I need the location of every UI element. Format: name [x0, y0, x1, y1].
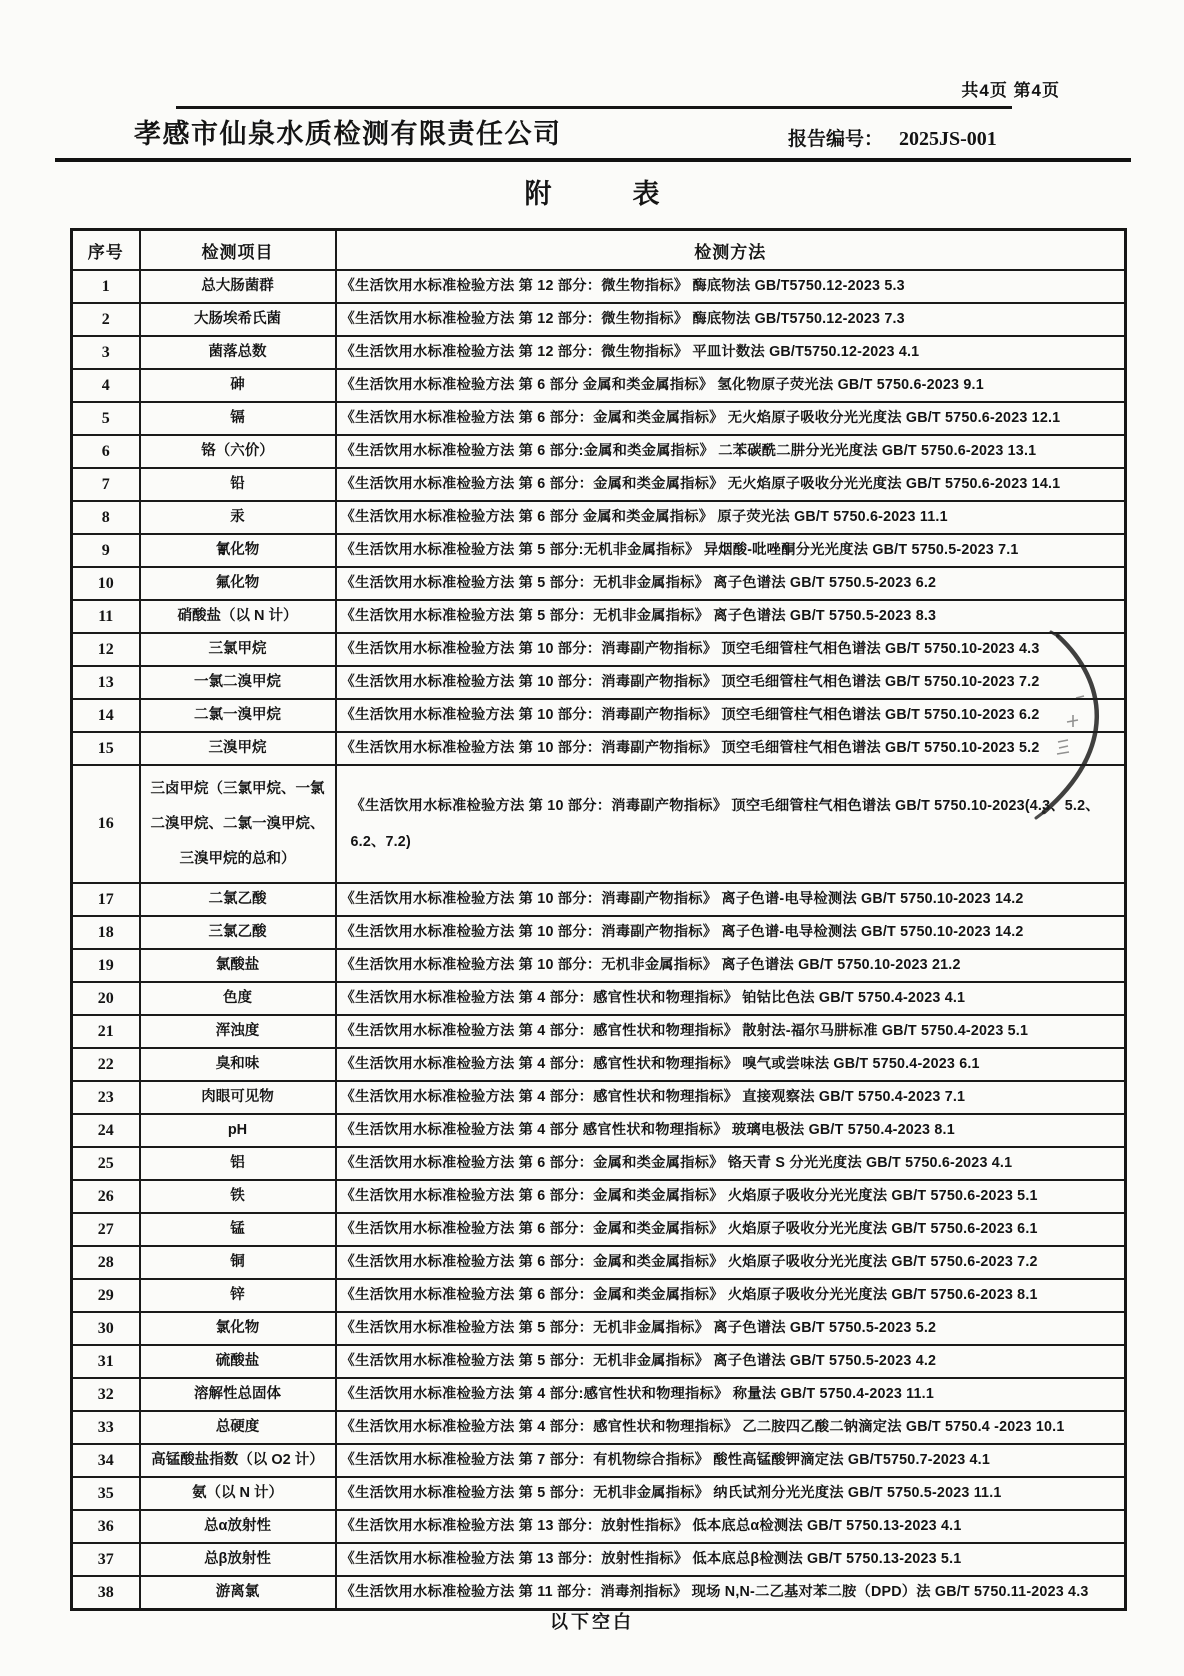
row-number-cell: 16: [72, 765, 140, 883]
test-item-cell: 总β放射性: [140, 1543, 336, 1576]
row-number-cell: 24: [72, 1114, 140, 1147]
test-item-cell: 氟化物: [140, 567, 336, 600]
test-item-cell: 三卤甲烷（三氯甲烷、一氯二溴甲烷、二氯一溴甲烷、三溴甲烷的总和）: [140, 765, 336, 883]
test-item-cell: 砷: [140, 369, 336, 402]
row-number-cell: 29: [72, 1279, 140, 1312]
test-method-cell: 《生活饮用水标准检验方法 第 11 部分：消毒剂指标》 现场 N,N-二乙基对苯二胺（DPD）法 GB/T 5750.11-2023 4.3: [336, 1576, 1126, 1610]
test-method-cell: 《生活饮用水标准检验方法 第 4 部分：感官性状和物理指标》 铂钴比色法 GB/T 5750.4-2023 4.1: [336, 982, 1126, 1015]
test-method-cell: 《生活饮用水标准检验方法 第 13 部分：放射性指标》 低本底总β检测法 GB/T 5750.13-2023 5.1: [336, 1543, 1126, 1576]
header-main-rule: [55, 158, 1131, 162]
test-item-cell: 三氯乙酸: [140, 916, 336, 949]
row-number-cell: 22: [72, 1048, 140, 1081]
test-method-cell: 《生活饮用水标准检验方法 第 5 部分：无机非金属指标》 离子色谱法 GB/T 5750.5-2023 5.2: [336, 1312, 1126, 1345]
table-row: [72, 1345, 1126, 1378]
row-number-cell: 35: [72, 1477, 140, 1510]
table-row: [72, 1114, 1126, 1147]
test-item-cell: 汞: [140, 501, 336, 534]
test-item-cell: 浑浊度: [140, 1015, 336, 1048]
table-row: [72, 336, 1126, 369]
test-method-cell: 《生活饮用水标准检验方法 第 10 部分：消毒副产物指标》 离子色谱-电导检测法 GB/T 5750.10-2023 14.2: [336, 883, 1126, 916]
table-row: [72, 699, 1126, 732]
test-item-cell: 三溴甲烷: [140, 732, 336, 765]
table-row: [72, 916, 1126, 949]
test-method-cell: 《生活饮用水标准检验方法 第 6 部分：金属和类金属指标》 火焰原子吸收分光光度法 GB/T 5750.6-2023 5.1: [336, 1180, 1126, 1213]
row-number-cell: 33: [72, 1411, 140, 1444]
table-row: [72, 1246, 1126, 1279]
row-number-cell: 14: [72, 699, 140, 732]
test-item-cell: 总大肠菌群: [140, 270, 336, 303]
row-number-cell: 38: [72, 1576, 140, 1610]
row-number-cell: 9: [72, 534, 140, 567]
row-number-cell: 30: [72, 1312, 140, 1345]
table-row: [72, 765, 1126, 883]
table-row: [72, 600, 1126, 633]
row-number-cell: 36: [72, 1510, 140, 1543]
test-method-cell: 《生活饮用水标准检验方法 第 6 部分：金属和类金属指标》 火焰原子吸收分光光度法 GB/T 5750.6-2023 7.2: [336, 1246, 1126, 1279]
row-number-cell: 25: [72, 1147, 140, 1180]
test-item-cell: 硝酸盐（以 N 计）: [140, 600, 336, 633]
table-row: [72, 468, 1126, 501]
row-number-cell: 3: [72, 336, 140, 369]
test-item-cell: 氯酸盐: [140, 949, 336, 982]
test-methods-table-body: [72, 270, 1126, 1610]
row-number-cell: 37: [72, 1543, 140, 1576]
test-item-cell: 铝: [140, 1147, 336, 1180]
test-method-cell: 《生活饮用水标准检验方法 第 10 部分：消毒副产物指标》 顶空毛细管柱气相色谱法 GB/T 5750.10-2023 7.2: [336, 666, 1126, 699]
test-method-cell: 《生活饮用水标准检验方法 第 5 部分：无机非金属指标》 纳氏试剂分光光度法 GB/T 5750.5-2023 11.1: [336, 1477, 1126, 1510]
table-row: [72, 534, 1126, 567]
table-row: [72, 402, 1126, 435]
table-row: [72, 1510, 1126, 1543]
row-number-cell: 11: [72, 600, 140, 633]
table-header-row: [72, 230, 1126, 271]
row-number-cell: 10: [72, 567, 140, 600]
test-method-cell: 《生活饮用水标准检验方法 第 10 部分：消毒副产物指标》 顶空毛细管柱气相色谱法 GB/T 5750.10-2023 6.2: [336, 699, 1126, 732]
test-method-cell: 《生活饮用水标准检验方法 第 6 部分 金属和类金属指标》 氢化物原子荧光法 GB/T 5750.6-2023 9.1: [336, 369, 1126, 402]
test-item-cell: 氰化物: [140, 534, 336, 567]
row-number-cell: 23: [72, 1081, 140, 1114]
company-name: 孝感市仙泉水质检测有限责任公司: [134, 119, 562, 149]
row-number-cell: 4: [72, 369, 140, 402]
row-number-cell: 32: [72, 1378, 140, 1411]
test-method-cell: 《生活饮用水标准检验方法 第 4 部分:感官性状和物理指标》 称量法 GB/T 5750.4-2023 11.1: [336, 1378, 1126, 1411]
table-row: [72, 1411, 1126, 1444]
row-number-cell: 18: [72, 916, 140, 949]
table-row: [72, 1543, 1126, 1576]
test-item-cell: 铅: [140, 468, 336, 501]
table-row: [72, 501, 1126, 534]
table-row: [72, 1477, 1126, 1510]
test-item-cell: pH: [140, 1114, 336, 1147]
test-item-cell: 二氯乙酸: [140, 883, 336, 916]
table-row: [72, 982, 1126, 1015]
test-item-cell: 溶解性总固体: [140, 1378, 336, 1411]
table-row: [72, 567, 1126, 600]
test-method-cell: 《生活饮用水标准检验方法 第 12 部分：微生物指标》 酶底物法 GB/T5750.12-2023 7.3: [336, 303, 1126, 336]
test-method-cell: 《生活饮用水标准检验方法 第 5 部分:无机非金属指标》 异烟酸-吡唑酮分光光度法 GB/T 5750.5-2023 7.1: [336, 534, 1126, 567]
row-number-cell: 26: [72, 1180, 140, 1213]
test-method-cell: 《生活饮用水标准检验方法 第 6 部分：金属和类金属指标》 铬天青 S 分光光度法 GB/T 5750.6-2023 4.1: [336, 1147, 1126, 1180]
page-count-indicator: 共4页 第4页: [961, 81, 1060, 100]
test-method-cell: 《生活饮用水标准检验方法 第 6 部分：金属和类金属指标》 火焰原子吸收分光光度法 GB/T 5750.6-2023 6.1: [336, 1213, 1126, 1246]
test-item-cell: 肉眼可见物: [140, 1081, 336, 1114]
test-item-cell: 高锰酸盐指数（以 O2 计）: [140, 1444, 336, 1477]
test-method-cell: 《生活饮用水标准检验方法 第 6 部分：金属和类金属指标》 无火焰原子吸收分光光度法 GB/T 5750.6-2023 12.1: [336, 402, 1126, 435]
row-number-cell: 1: [72, 270, 140, 303]
footer-blank-note: 以下空白: [550, 1612, 634, 1632]
test-item-cell: 臭和味: [140, 1048, 336, 1081]
row-number-cell: 6: [72, 435, 140, 468]
test-item-cell: 铁: [140, 1180, 336, 1213]
test-method-cell: 《生活饮用水标准检验方法 第 4 部分 感官性状和物理指标》 玻璃电极法 GB/T 5750.4-2023 8.1: [336, 1114, 1126, 1147]
test-item-cell: 游离氯: [140, 1576, 336, 1610]
test-item-cell: 菌落总数: [140, 336, 336, 369]
test-item-cell: 铬（六价）: [140, 435, 336, 468]
table-row: [72, 369, 1126, 402]
test-method-cell: 《生活饮用水标准检验方法 第 4 部分：感官性状和物理指标》 嗅气或尝味法 GB/T 5750.4-2023 6.1: [336, 1048, 1126, 1081]
test-item-cell: 锰: [140, 1213, 336, 1246]
row-number-cell: 13: [72, 666, 140, 699]
table-row: [72, 303, 1126, 336]
test-item-cell: 三氯甲烷: [140, 633, 336, 666]
test-methods-table: [70, 228, 1127, 1611]
test-method-cell: 《生活饮用水标准检验方法 第 10 部分：无机非金属指标》 离子色谱法 GB/T 5750.10-2023 21.2: [336, 949, 1126, 982]
page-title: 附 表: [524, 179, 660, 209]
row-number-cell: 15: [72, 732, 140, 765]
test-method-cell: 《生活饮用水标准检验方法 第 5 部分：无机非金属指标》 离子色谱法 GB/T 5750.5-2023 4.2: [336, 1345, 1126, 1378]
test-method-cell: 《生活饮用水标准检验方法 第 12 部分：微生物指标》 平皿计数法 GB/T5750.12-2023 4.1: [336, 336, 1126, 369]
test-method-cell: 《生活饮用水标准检验方法 第 6 部分 金属和类金属指标》 原子荧光法 GB/T 5750.6-2023 11.1: [336, 501, 1126, 534]
test-item-cell: 色度: [140, 982, 336, 1015]
test-method-cell: 《生活饮用水标准检验方法 第 6 部分：金属和类金属指标》 火焰原子吸收分光光度法 GB/T 5750.6-2023 8.1: [336, 1279, 1126, 1312]
table-row: [72, 1576, 1126, 1610]
table-row: [72, 1048, 1126, 1081]
test-method-cell: 《生活饮用水标准检验方法 第 5 部分：无机非金属指标》 离子色谱法 GB/T 5750.5-2023 8.3: [336, 600, 1126, 633]
test-item-cell: 二氯一溴甲烷: [140, 699, 336, 732]
test-method-cell: 《生活饮用水标准检验方法 第 10 部分：消毒副产物指标》 顶空毛细管柱气相色谱法 GB/T 5750.10-2023 4.3: [336, 633, 1126, 666]
test-method-cell: 《生活饮用水标准检验方法 第 4 部分：感官性状和物理指标》 直接观察法 GB/T 5750.4-2023 7.1: [336, 1081, 1126, 1114]
column-header-item: 检测项目: [140, 230, 336, 271]
table-row: [72, 1312, 1126, 1345]
row-number-cell: 27: [72, 1213, 140, 1246]
report-number-label: 报告编号：: [788, 129, 884, 150]
table-row: [72, 435, 1126, 468]
table-row: [72, 633, 1126, 666]
test-item-cell: 总硬度: [140, 1411, 336, 1444]
header-top-rule: [176, 106, 1012, 109]
test-method-cell: 《生活饮用水标准检验方法 第 7 部分：有机物综合指标》 酸性高锰酸钾滴定法 GB/T5750.7-2023 4.1: [336, 1444, 1126, 1477]
test-method-cell: 《生活饮用水标准检验方法 第 10 部分：消毒副产物指标》 顶空毛细管柱气相色谱法 GB/T 5750.10-2023 5.2: [336, 732, 1126, 765]
test-method-cell: 《生活饮用水标准检验方法 第 4 部分：感官性状和物理指标》 乙二胺四乙酸二钠滴定法 GB/T 5750.4 -2023 10.1: [336, 1411, 1126, 1444]
row-number-cell: 5: [72, 402, 140, 435]
column-header-no: 序号: [72, 230, 140, 271]
test-item-cell: 铜: [140, 1246, 336, 1279]
row-number-cell: 8: [72, 501, 140, 534]
test-method-cell: 《生活饮用水标准检验方法 第 4 部分：感官性状和物理指标》 散射法-福尔马肼标准 GB/T 5750.4-2023 5.1: [336, 1015, 1126, 1048]
row-number-cell: 12: [72, 633, 140, 666]
test-item-cell: 氨（以 N 计）: [140, 1477, 336, 1510]
table-row: [72, 1180, 1126, 1213]
table-row: [72, 1378, 1126, 1411]
test-item-cell: 总α放射性: [140, 1510, 336, 1543]
table-row: [72, 1147, 1126, 1180]
report-number-value: 2025JS-001: [899, 128, 997, 150]
column-header-method: 检测方法: [336, 230, 1126, 271]
table-row: [72, 1279, 1126, 1312]
test-item-cell: 硫酸盐: [140, 1345, 336, 1378]
table-row: [72, 949, 1126, 982]
test-method-cell: 《生活饮用水标准检验方法 第 6 部分：金属和类金属指标》 无火焰原子吸收分光光度法 GB/T 5750.6-2023 14.1: [336, 468, 1126, 501]
table-row: [72, 1015, 1126, 1048]
report-number: [788, 124, 997, 151]
test-method-cell: 《生活饮用水标准检验方法 第 12 部分：微生物指标》 酶底物法 GB/T5750.12-2023 5.3: [336, 270, 1126, 303]
row-number-cell: 19: [72, 949, 140, 982]
row-number-cell: 21: [72, 1015, 140, 1048]
test-method-cell: 《生活饮用水标准检验方法 第 6 部分:金属和类金属指标》 二苯碳酰二肼分光光度法 GB/T 5750.6-2023 13.1: [336, 435, 1126, 468]
test-method-cell: 《生活饮用水标准检验方法 第 13 部分：放射性指标》 低本底总α检测法 GB/T 5750.13-2023 4.1: [336, 1510, 1126, 1543]
row-number-cell: 7: [72, 468, 140, 501]
table-row: [72, 1444, 1126, 1477]
table-row: [72, 883, 1126, 916]
row-number-cell: 28: [72, 1246, 140, 1279]
table-row: [72, 270, 1126, 303]
test-method-cell: 《生活饮用水标准检验方法 第 10 部分：消毒副产物指标》 顶空毛细管柱气相色谱法 GB/T 5750.10-2023(4.3、5.2、6.2、7.2): [336, 765, 1126, 883]
test-item-cell: 大肠埃希氏菌: [140, 303, 336, 336]
test-method-cell: 《生活饮用水标准检验方法 第 10 部分：消毒副产物指标》 离子色谱-电导检测法 GB/T 5750.10-2023 14.2: [336, 916, 1126, 949]
test-item-cell: 氯化物: [140, 1312, 336, 1345]
table-row: [72, 666, 1126, 699]
table-row: [72, 1081, 1126, 1114]
table-row: [72, 732, 1126, 765]
row-number-cell: 34: [72, 1444, 140, 1477]
row-number-cell: 2: [72, 303, 140, 336]
row-number-cell: 17: [72, 883, 140, 916]
test-item-cell: 一氯二溴甲烷: [140, 666, 336, 699]
test-item-cell: 锌: [140, 1279, 336, 1312]
row-number-cell: 20: [72, 982, 140, 1015]
test-method-cell: 《生活饮用水标准检验方法 第 5 部分：无机非金属指标》 离子色谱法 GB/T 5750.5-2023 6.2: [336, 567, 1126, 600]
test-item-cell: 镉: [140, 402, 336, 435]
row-number-cell: 31: [72, 1345, 140, 1378]
table-row: [72, 1213, 1126, 1246]
